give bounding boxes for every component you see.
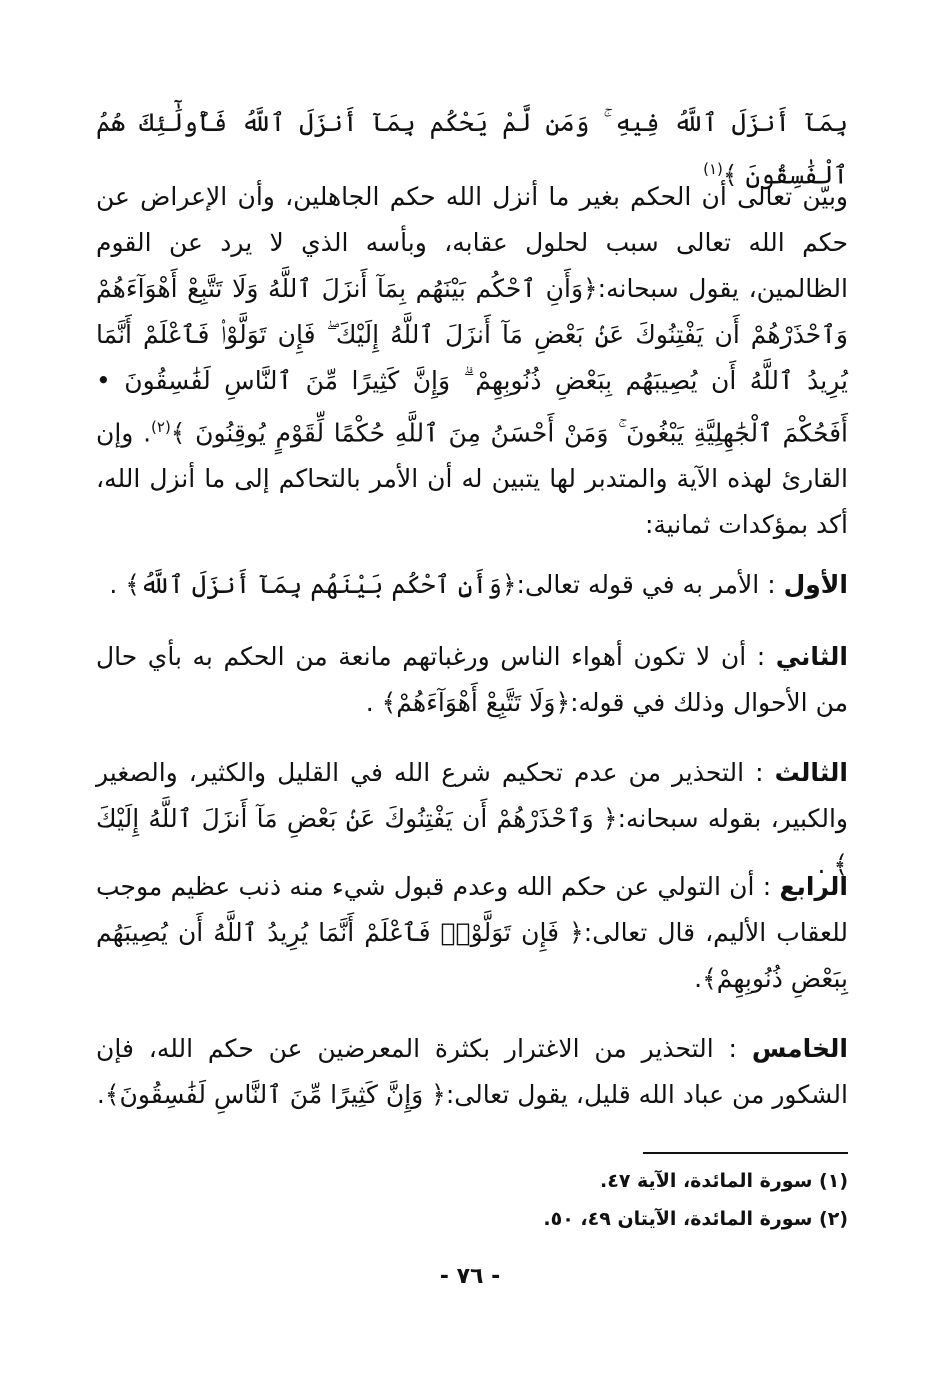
- intro-verse: ﴿وَأَنِ ٱحْكُم بَيْنَهُم بِمَآ أَنزَلَ ٱللَّهُ وَلَا تَتَّبِعْ أَهْوَآءَهُمْ وَٱحْذَرْهُمْ أَن يَفْتِنُوكَ عَنۢ بَعْضِ مَآ أَنزَلَ ٱللَّهُ إِلَيْكَ ۖ فَإِن تَوَلَّوْا۟ فَٱعْلَمْ أَنَّمَا يُرِيدُ ٱللَّهُ أَن يُصِيبَهُم بِبَعْضِ ذُنُوبِهِمْ ۗ وَإِنَّ كَثِيرًا مِّنَ ٱلنَّاسِ لَفَٰسِقُونَ • أَفَحُكْمَ ٱلْجَٰهِلِيَّةِ يَبْغُونَ ۚ وَمَنْ أَحْسَنُ مِنَ ٱللَّهِ حُكْمًا لِّقَوْمٍ يُوقِنُونَ ﴾: [96, 274, 848, 448]
- point-text: الأمر به في قوله تعالى:: [516, 570, 760, 599]
- point-text: أن التولي عن حكم الله وعدم قبول شيء منه ذنب عظيم موجب للعقاب الأليم، قال تعالى:: [96, 872, 848, 947]
- footnote-divider: [643, 1152, 848, 1154]
- intro-continuation: . وإن القارئ لهذه الآية والمتدبر لها يتبين له أن الأمر بالتحاكم إلى ما أنزل الله، أكد بمؤكدات ثمانية:: [96, 418, 848, 540]
- point-verse: ﴿ وَإِنَّ كَثِيرًا مِّنَ ٱلنَّاسِ لَفَٰسِقُونَ﴾: [104, 1080, 446, 1109]
- point-label: الخامس: [751, 1034, 848, 1063]
- point-label: الأول: [783, 570, 848, 599]
- footnote-ref-1: (١): [703, 160, 723, 178]
- point-verse: ﴿ فَإِن تَوَلَّوْا۟ فَٱعْلَمْ أَنَّمَا يُرِيدُ ٱللَّهُ أَن يُصِيبَهُم بِبَعْضِ ذُنُوبِهِمْ﴾: [96, 918, 848, 993]
- point-verse: ﴿وَأَنِ ٱحْكُم بَيْنَهُم بِمَآ أَنزَلَ ٱللَّهُ﴾: [125, 570, 517, 599]
- page-number: - ٧٦ -: [439, 1264, 501, 1289]
- intro-paragraph: [96, 174, 848, 548]
- point-fourth: الرابع : أن التولي عن حكم الله وعدم قبول شيء منه ذنب عظيم موجب للعقاب الأليم، قال تعالى:﴿ فَإِن تَوَلَّوْا۟ فَٱعْلَمْ أَنَّمَا يُرِيدُ ٱللَّهُ أَن يُصِيبَهُم بِبَعْضِ ذُنُوبِهِمْ﴾.: [96, 872, 848, 993]
- point-fifth: الخامس : التحذير من الاغترار بكثرة المعرضين عن حكم الله، فإن الشكور من عباد الله قليل، يقول تعالى:﴿ وَإِنَّ كَثِيرًا مِّنَ ٱلنَّاسِ لَفَٰسِقُونَ﴾.: [96, 1034, 848, 1109]
- intro-text: وبيّن تعالى أن الحكم بغير ما أنزل الله حكم الجاهلين، وأن الإعراض عن حكم الله تعالى سبب لحلول عقابه، وبأسه الذي لا يرد عن القوم الظالمين، يقول سبحانه:: [96, 182, 848, 303]
- verse-top-text: بِمَآ أَنزَلَ ٱللَّهُ فِيهِ ۚ وَمَن لَّمْ يَحْكُم بِمَآ أَنزَلَ ٱللَّهُ فَأُولَٰٓئِكَ هُمُ ٱلْفَٰسِقُونَ ﴾: [96, 108, 848, 190]
- point-third: الثالث : التحذير من عدم تحكيم شرع الله في القليل والكثير، والصغير والكبير، بقوله سبحانه:﴿ وَٱحْذَرْهُمْ أَن يَفْتِنُوكَ عَنۢ بَعْضِ مَآ أَنزَلَ ٱللَّهُ إِلَيْكَ ﴾ .: [96, 758, 848, 879]
- point-first: الأول : الأمر به في قوله تعالى:﴿وَأَنِ ٱحْكُم بَيْنَهُم بِمَآ أَنزَلَ ٱللَّهُ﴾ .: [109, 570, 848, 599]
- point-label: الرابع: [779, 872, 848, 901]
- point-label: الثاني: [775, 642, 848, 671]
- point-text: التحذير من عدم تحكيم شرع الله في القليل والكثير، والصغير والكبير، بقوله سبحانه:: [96, 758, 848, 833]
- footnote-ref-2: (٢): [151, 418, 171, 436]
- footnote-2: (٢) سورة المائدة، الآيتان ٤٩، ٥٠.: [543, 1208, 848, 1230]
- point-text: التحذير من الاغترار بكثرة المعرضين عن حكم الله، فإن الشكور من عباد الله قليل، يقول تعالى:: [96, 1034, 848, 1109]
- point-verse: ﴿وَلَا تَتَّبِعْ أَهْوَآءَهُمْ﴾: [381, 688, 571, 717]
- point-verse: ﴿ وَٱحْذَرْهُمْ أَن يَفْتِنُوكَ عَنۢ بَعْضِ مَآ أَنزَلَ ٱللَّهُ إِلَيْكَ ﴾: [96, 804, 848, 879]
- point-text: أن لا تكون أهواء الناس ورغباتهم مانعة من الحكم به بأي حال من الأحوال وذلك في قوله:: [96, 642, 848, 717]
- point-second: الثاني : أن لا تكون أهواء الناس ورغباتهم مانعة من الحكم به بأي حال من الأحوال وذلك في قوله:﴿وَلَا تَتَّبِعْ أَهْوَآءَهُمْ﴾ .: [96, 642, 848, 717]
- footnote-1: (١) سورة المائدة، الآية ٤٧.: [600, 1170, 848, 1192]
- point-label: الثالث: [774, 758, 848, 787]
